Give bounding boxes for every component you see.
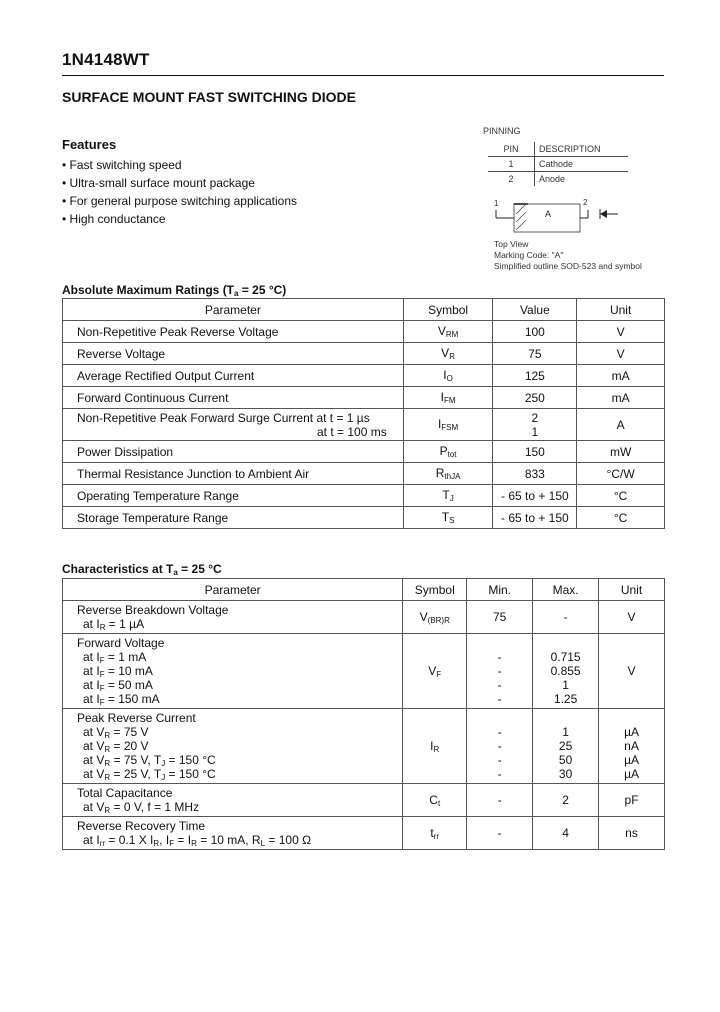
- symbol-cell: [403, 441, 493, 463]
- unit-cell: mA: [577, 387, 665, 409]
- unit-cell: °C/W: [577, 463, 665, 485]
- parameter-line: at t = 100 ms: [317, 424, 387, 439]
- max-cell: [533, 784, 599, 817]
- parameter-name: Peak Reverse Current: [77, 711, 196, 725]
- features-section: [62, 137, 382, 228]
- value-cell: 250: [493, 387, 577, 409]
- symbol-subscript: RM: [445, 330, 459, 339]
- condition-subscript: R: [104, 806, 111, 815]
- heading-text: Characteristics at T: [62, 562, 174, 576]
- diagram-caption: [494, 239, 642, 272]
- table-row: [63, 343, 665, 365]
- pin-description: Anode: [539, 174, 566, 184]
- symbol: V: [419, 609, 428, 624]
- table-row: [63, 634, 665, 709]
- table-row: [63, 507, 665, 529]
- test-condition: at $V_R = 75$ V, $T_J = 150$ °C: [83, 753, 216, 768]
- value-cell: 125: [493, 365, 577, 387]
- symbol-subscript: S: [449, 516, 455, 525]
- condition-subscript: J: [161, 759, 166, 768]
- value-cell: - 65 to + 150: [493, 507, 577, 529]
- value-cell: - 65 to + 150: [493, 485, 577, 507]
- condition-subscript: J: [161, 773, 166, 782]
- max-cell-line: 1: [562, 725, 569, 739]
- parameter-line: Non-Repetitive Peak Forward Surge Current at t = 1 µs: [77, 410, 370, 425]
- max-cell-line: 0.715: [550, 650, 581, 664]
- col-header: Symbol: [403, 299, 493, 321]
- condition-subscript: F: [99, 656, 105, 665]
- symbol: t: [430, 825, 434, 840]
- symbol: T: [442, 488, 450, 502]
- value-cell: 150: [493, 441, 577, 463]
- parameter-cell: [63, 601, 403, 634]
- parameter-name: Forward Voltage: [77, 636, 165, 650]
- spacer: [539, 711, 592, 725]
- max-cell-line: -: [563, 610, 568, 624]
- feature-item: • Fast switching speed: [62, 158, 182, 172]
- heading-text: = 25 °C): [238, 283, 287, 297]
- min-cell-line: -: [497, 739, 502, 753]
- min-cell-line: -: [497, 725, 502, 739]
- abs-max-heading: [62, 283, 286, 298]
- table-row: [63, 321, 665, 343]
- parameter-name: Total Capacitance: [77, 786, 173, 800]
- symbol-subscript: J: [449, 494, 454, 503]
- table-row: [63, 709, 665, 784]
- condition-subscript: F: [99, 698, 105, 707]
- unit-cell: [599, 784, 665, 817]
- unit-cell: mW: [577, 441, 665, 463]
- unit-cell: [599, 634, 665, 709]
- unit-cell-line: V: [627, 664, 636, 678]
- symbol-subscript: tot: [447, 450, 457, 459]
- max-cell-line: 30: [558, 767, 573, 781]
- feature-item: • Ultra-small surface mount package: [62, 176, 255, 190]
- pin-col-header: PIN: [488, 142, 535, 157]
- caption-line: Simplified outline SOD-523 and symbol: [494, 261, 642, 271]
- test-condition: at $I_F = 1$ mA: [83, 650, 147, 665]
- min-cell: [467, 784, 533, 817]
- condition-subscript: F: [99, 684, 105, 693]
- parameter-cell: Forward Continuous Current: [63, 387, 404, 409]
- symbol-subscript: thJA: [444, 472, 461, 481]
- heading-text: Absolute Maximum Ratings (T: [62, 283, 235, 297]
- value-cell: 833: [493, 463, 577, 485]
- symbol-subscript: FSM: [441, 423, 459, 432]
- parameter-cell: [63, 409, 404, 441]
- col-header: Max.: [533, 579, 599, 601]
- max-cell-line: 2: [562, 793, 569, 807]
- pin-number: 2: [488, 172, 535, 187]
- spacer: [605, 711, 658, 725]
- pinning-table: [488, 142, 628, 186]
- document-subtitle: SURFACE MOUNT FAST SWITCHING DIODE: [62, 89, 356, 105]
- unit-cell-line: V: [627, 610, 636, 624]
- symbol-cell: [403, 365, 493, 387]
- unit-cell-line: µA: [624, 767, 639, 781]
- col-header: Symbol: [403, 579, 467, 601]
- symbol: I: [430, 738, 434, 753]
- col-header: Min.: [467, 579, 533, 601]
- abs-max-table: [62, 298, 665, 529]
- condition-subscript: R: [104, 773, 111, 782]
- min-cell-line: -: [497, 678, 502, 692]
- condition-subscript: L: [260, 839, 266, 848]
- col-header: Parameter: [63, 579, 403, 601]
- parameter-cell: [63, 709, 403, 784]
- test-condition: at $I_F = 150$ mA: [83, 692, 160, 707]
- col-header: Unit: [577, 299, 665, 321]
- table-row: [63, 485, 665, 507]
- desc-col-header: DESCRIPTION: [535, 142, 629, 157]
- max-cell-line: 4: [562, 826, 569, 840]
- parameter-cell: Reverse Voltage: [63, 343, 404, 365]
- parameter-cell: [63, 817, 403, 850]
- condition-subscript: F: [169, 839, 175, 848]
- max-cell-line: 0.855: [550, 664, 581, 678]
- condition-subscript: R: [99, 623, 106, 632]
- min-cell-line: -: [497, 753, 502, 767]
- value-cell: 75: [493, 343, 577, 365]
- symbol: V: [428, 663, 437, 678]
- max-cell: [533, 634, 599, 709]
- table-row: [63, 817, 665, 850]
- table-row: [63, 441, 665, 463]
- value-cell: [493, 409, 577, 441]
- marking-code-label: A: [545, 209, 552, 219]
- value-cell: 100: [493, 321, 577, 343]
- condition-subscript: rr: [99, 839, 106, 848]
- parameter-cell: Operating Temperature Range: [63, 485, 404, 507]
- characteristics-table: [62, 578, 665, 850]
- min-cell-line: -: [497, 826, 502, 840]
- parameter-cell: Average Rectified Output Current: [63, 365, 404, 387]
- max-cell: [533, 817, 599, 850]
- test-condition: at $V_R = 0$ V, f = 1 MHz: [83, 800, 200, 815]
- min-cell: [467, 601, 533, 634]
- document-title: 1N4148WT: [62, 50, 150, 69]
- spacer: [473, 636, 526, 650]
- symbol: I: [437, 417, 442, 431]
- test-condition: at $V_R = 75$ V: [83, 725, 149, 740]
- min-cell-line: -: [497, 664, 502, 678]
- condition-subscript: R: [104, 745, 111, 754]
- value-line: 2: [531, 410, 539, 425]
- test-condition: at $I_F = 10$ mA: [83, 664, 153, 679]
- parameter-name: Reverse Breakdown Voltage: [77, 603, 229, 617]
- condition-subscript: F: [99, 670, 105, 679]
- symbol-cell: [403, 784, 467, 817]
- diagram-pin2-label: 2: [583, 198, 588, 207]
- symbol-subscript: t: [437, 798, 441, 808]
- heading-subscript: a: [173, 568, 178, 577]
- test-condition: at $I_{rr} = 0.1$ X $I_R$, $I_F = I_R = 10$ mA, $R_L = 100$ Ω: [83, 833, 312, 848]
- symbol-cell: [403, 709, 467, 784]
- table-row: [63, 784, 665, 817]
- heading-subscript: a: [234, 289, 239, 298]
- spacer: [473, 711, 526, 725]
- abs-max-body: [63, 321, 665, 529]
- characteristics-heading: [62, 562, 222, 577]
- spacer: [539, 636, 592, 650]
- table-row: [63, 387, 665, 409]
- test-condition: at $I_F = 50$ mA: [83, 678, 153, 693]
- min-cell-line: -: [497, 793, 502, 807]
- unit-cell-line: nA: [624, 739, 639, 753]
- unit-cell-line: µA: [624, 725, 639, 739]
- feature-item: • For general purpose switching applications: [62, 194, 297, 208]
- symbol: P: [439, 444, 448, 458]
- title-rule: [62, 75, 664, 76]
- package-outline-diagram: [488, 196, 628, 236]
- max-cell: [533, 601, 599, 634]
- diagram-pin1-label: 1: [494, 199, 499, 208]
- unit-cell: V: [577, 343, 665, 365]
- symbol: I: [440, 390, 444, 404]
- test-condition: at $V_R = 25$ V, $T_J = 150$ °C: [83, 767, 216, 782]
- min-cell-line: -: [497, 692, 502, 706]
- symbol: V: [437, 324, 446, 338]
- unit-cell-line: µA: [624, 753, 639, 767]
- col-header: Parameter: [63, 299, 404, 321]
- unit-cell: [599, 601, 665, 634]
- symbol-cell: [403, 387, 493, 409]
- max-cell-line: 50: [558, 753, 573, 767]
- symbol-subscript: R: [449, 352, 455, 361]
- symbol-subscript: F: [436, 669, 442, 679]
- symbol-subscript: FM: [443, 396, 456, 405]
- table-row: [63, 463, 665, 485]
- hatch-line: [516, 204, 526, 214]
- symbol: R: [435, 466, 445, 480]
- hatch-line: [516, 212, 526, 222]
- symbol-cell: [403, 463, 493, 485]
- heading-text: = 25 °C: [177, 562, 222, 576]
- parameter-cell: [63, 784, 403, 817]
- test-condition: at $I_R = 1$ µA: [83, 617, 145, 632]
- symbol: C: [429, 792, 438, 807]
- parameter-cell: Thermal Resistance Junction to Ambient Air: [63, 463, 404, 485]
- pinning-heading: PINNING: [483, 126, 521, 136]
- symbol-cell: [403, 634, 467, 709]
- parameter-cell: Non-Repetitive Peak Reverse Voltage: [63, 321, 404, 343]
- characteristics-body: [63, 601, 665, 850]
- table-row: [63, 365, 665, 387]
- min-cell: [467, 817, 533, 850]
- min-cell: [467, 709, 533, 784]
- min-cell-line: -: [497, 767, 502, 781]
- condition-subscript: R: [153, 839, 160, 848]
- feature-item: • High conductance: [62, 212, 166, 226]
- symbol-cell: [403, 409, 493, 441]
- test-condition: at $V_R = 20$ V: [83, 739, 149, 754]
- unit-cell: A: [577, 409, 665, 441]
- symbol-subscript: O: [446, 374, 453, 383]
- parameter-name: Reverse Recovery Time: [77, 819, 206, 833]
- unit-cell: [599, 709, 665, 784]
- symbol: V: [441, 346, 450, 360]
- condition-subscript: R: [104, 759, 111, 768]
- table-row: [63, 409, 665, 441]
- diode-symbol-arrow: [600, 210, 607, 218]
- condition-subscript: R: [191, 839, 197, 848]
- min-cell-line: 75: [492, 610, 507, 624]
- parameter-cell: [63, 634, 403, 709]
- symbol: I: [443, 368, 447, 382]
- symbol-subscript: rr: [433, 831, 440, 841]
- table-row: [63, 601, 665, 634]
- col-header: Value: [493, 299, 577, 321]
- hatch-line: [516, 220, 526, 230]
- symbol-cell: [403, 507, 493, 529]
- value-line: 1: [531, 424, 539, 439]
- min-cell-line: -: [497, 650, 502, 664]
- symbol-cell: [403, 601, 467, 634]
- unit-cell: °C: [577, 507, 665, 529]
- symbol: T: [441, 510, 450, 524]
- unit-cell-line: pF: [624, 793, 639, 807]
- unit-cell: mA: [577, 365, 665, 387]
- unit-cell-line: ns: [625, 826, 638, 840]
- col-header: Unit: [599, 579, 665, 601]
- features-list: [62, 156, 382, 228]
- pin-number: 1: [488, 157, 535, 172]
- features-heading: Features: [62, 137, 117, 152]
- symbol-subscript: (BR)R: [427, 615, 450, 625]
- parameter-cell: Power Dissipation: [63, 441, 404, 463]
- max-cell: [533, 709, 599, 784]
- unit-cell: V: [577, 321, 665, 343]
- condition-subscript: R: [104, 731, 111, 740]
- max-cell-line: 25: [558, 739, 573, 753]
- caption-line: Top View: [494, 239, 529, 249]
- symbol-subscript: R: [433, 744, 440, 754]
- symbol-cell: [403, 321, 493, 343]
- max-cell-line: 1: [562, 678, 569, 692]
- max-cell-line: 1.25: [553, 692, 578, 706]
- symbol-cell: [403, 485, 493, 507]
- unit-cell: [599, 817, 665, 850]
- pin-description: Cathode: [535, 157, 629, 172]
- caption-line: Marking Code: "A": [494, 250, 564, 260]
- symbol-cell: [403, 817, 467, 850]
- symbol-cell: [403, 343, 493, 365]
- min-cell: [467, 634, 533, 709]
- unit-cell: °C: [577, 485, 665, 507]
- parameter-cell: Storage Temperature Range: [63, 507, 404, 529]
